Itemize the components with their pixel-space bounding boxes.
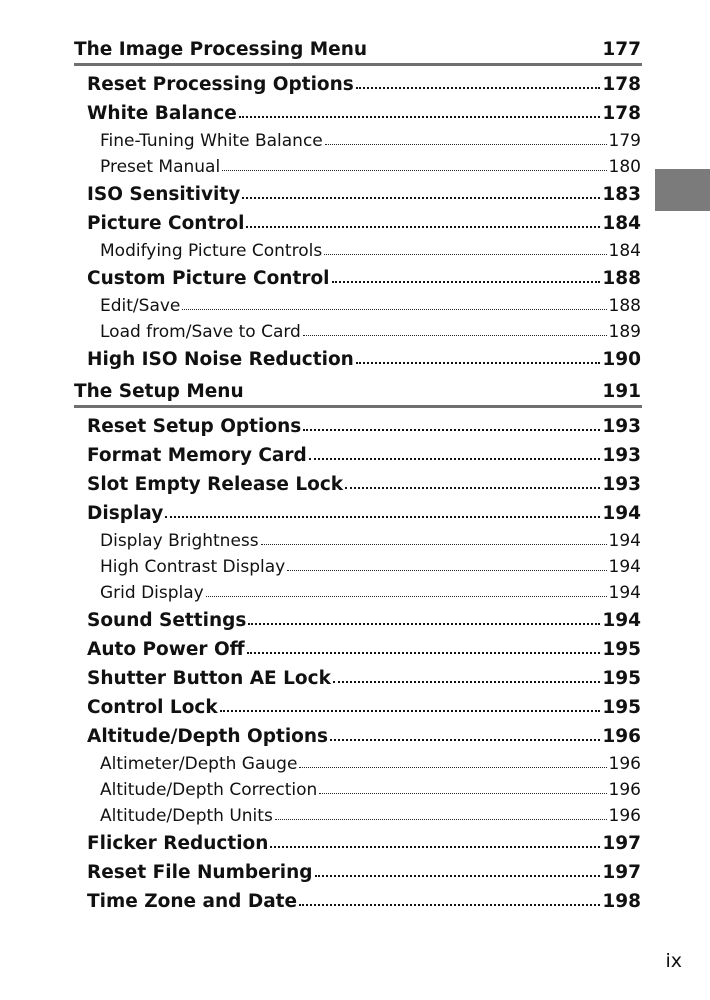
dot-leader: [356, 362, 601, 364]
entry-page-number: 178: [602, 103, 641, 124]
toc-section-setup-menu: [74, 378, 642, 916]
entry-page-number: 195: [602, 668, 641, 689]
entry-title: Altitude/Depth Units: [100, 806, 273, 826]
entry-title: Fine-Tuning White Balance: [100, 131, 323, 151]
dot-leader: [324, 254, 606, 255]
entry-page-number: 194: [602, 503, 641, 524]
toc-subentry[interactable]: [87, 293, 641, 319]
entry-title: High Contrast Display: [100, 557, 286, 577]
entry-title: Edit/Save: [100, 296, 181, 316]
entry-title: Modifying Picture Controls: [100, 241, 323, 261]
entry-title: ISO Sensitivity: [87, 184, 241, 205]
dot-leader: [275, 819, 607, 820]
toc-entry[interactable]: [87, 209, 641, 238]
entry-page-number: 180: [608, 157, 641, 177]
entry-title: Sound Settings: [87, 610, 247, 631]
entry-page-number: 196: [608, 780, 641, 800]
dot-leader: [220, 710, 601, 712]
entry-title: Altitude/Depth Correction: [100, 780, 318, 800]
page-folio: ix: [665, 950, 682, 972]
dot-leader: [222, 170, 606, 171]
entry-title: Format Memory Card: [87, 445, 307, 466]
entry-title: Grid Display: [100, 583, 204, 603]
entry-page-number: 193: [602, 474, 641, 495]
section-title: The Image Processing Menu: [74, 39, 368, 60]
toc-entry[interactable]: [87, 664, 641, 693]
dot-leader: [330, 739, 600, 741]
toc-entry-list: [87, 412, 641, 916]
entry-page-number: 184: [602, 213, 641, 234]
entry-page-number: 179: [608, 131, 641, 151]
entry-page-number: 196: [608, 806, 641, 826]
entry-title: High ISO Noise Reduction: [87, 349, 354, 370]
toc-subentry[interactable]: [87, 528, 641, 554]
dot-leader: [315, 875, 601, 877]
toc-entry[interactable]: [87, 722, 641, 751]
dot-leader: [248, 623, 600, 625]
entry-page-number: 195: [602, 697, 641, 718]
entry-title: Flicker Reduction: [87, 833, 269, 854]
entry-page-number: 197: [602, 833, 641, 854]
entry-page-number: 188: [608, 296, 641, 316]
entry-title: Display Brightness: [100, 531, 259, 551]
dot-leader: [332, 281, 601, 283]
entry-page-number: 183: [602, 184, 641, 205]
section-page-number: 191: [602, 381, 641, 402]
entry-page-number: 197: [602, 862, 641, 883]
entry-page-number: 198: [602, 891, 641, 912]
toc-entry[interactable]: [87, 99, 641, 128]
toc-entry[interactable]: [87, 829, 641, 858]
dot-leader: [319, 793, 606, 794]
toc-subentry[interactable]: [87, 554, 641, 580]
dot-leader: [239, 116, 601, 118]
toc-entry[interactable]: [87, 635, 641, 664]
dot-leader: [247, 652, 601, 654]
section-rule: [74, 405, 642, 408]
entry-title: Slot Empty Release Lock: [87, 474, 344, 495]
toc-entry-list: [87, 70, 641, 374]
dot-leader: [299, 767, 606, 768]
entry-page-number: 188: [602, 268, 641, 289]
dot-leader: [242, 197, 600, 199]
toc-entry[interactable]: [87, 441, 641, 470]
toc-subentry[interactable]: [87, 319, 641, 345]
toc-subentry[interactable]: [87, 751, 641, 777]
toc-entry[interactable]: [87, 499, 641, 528]
dot-leader: [246, 226, 600, 228]
entry-page-number: 193: [602, 416, 641, 437]
dot-leader: [303, 429, 600, 431]
section-header[interactable]: [74, 36, 642, 62]
section-page-number: 177: [602, 39, 641, 60]
dot-leader: [299, 904, 600, 906]
dot-leader: [303, 335, 607, 336]
dot-leader: [356, 87, 601, 89]
entry-title: Reset Setup Options: [87, 416, 302, 437]
dot-leader: [345, 487, 600, 489]
chapter-thumb-tab: [655, 169, 710, 211]
entry-title: Time Zone and Date: [87, 891, 298, 912]
toc-entry[interactable]: [87, 345, 641, 374]
toc-entry[interactable]: [87, 470, 641, 499]
entry-title: Display: [87, 503, 164, 524]
toc-subentry[interactable]: [87, 777, 641, 803]
entry-page-number: 194: [608, 531, 641, 551]
entry-title: Control Lock: [87, 697, 218, 718]
entry-title: White Balance: [87, 103, 237, 124]
entry-title: Custom Picture Control: [87, 268, 330, 289]
dot-leader: [165, 516, 600, 518]
entry-title: Reset File Numbering: [87, 862, 313, 883]
entry-page-number: 194: [602, 610, 641, 631]
dot-leader: [261, 544, 607, 545]
entry-title: Picture Control: [87, 213, 245, 234]
entry-page-number: 178: [602, 74, 641, 95]
toc-subentry[interactable]: [87, 803, 641, 829]
toc-entry[interactable]: [87, 264, 641, 293]
entry-page-number: 196: [608, 754, 641, 774]
section-title: The Setup Menu: [74, 381, 244, 402]
section-rule: [74, 63, 642, 66]
entry-page-number: 194: [608, 557, 641, 577]
toc-subentry[interactable]: [87, 580, 641, 606]
toc-entry[interactable]: [87, 412, 641, 441]
dot-leader: [182, 309, 606, 310]
entry-title: Altitude/Depth Options: [87, 726, 329, 747]
entry-title: Altimeter/Depth Gauge: [100, 754, 298, 774]
toc-entry[interactable]: [87, 858, 641, 887]
entry-title: Shutter Button AE Lock: [87, 668, 331, 689]
toc-entry[interactable]: [87, 693, 641, 722]
entry-page-number: 194: [608, 583, 641, 603]
toc-section-image-processing: [74, 36, 642, 374]
entry-page-number: 193: [602, 445, 641, 466]
dot-leader: [206, 596, 607, 597]
toc-subentry[interactable]: [87, 128, 641, 154]
dot-leader: [325, 144, 607, 145]
entry-page-number: 196: [602, 726, 641, 747]
dot-leader: [309, 458, 601, 460]
entry-page-number: 195: [602, 639, 641, 660]
dot-leader: [270, 846, 600, 848]
entry-page-number: 189: [608, 322, 641, 342]
toc-entry[interactable]: [87, 70, 641, 99]
toc-subentry[interactable]: [87, 238, 641, 264]
entry-title: Load from/Save to Card: [100, 322, 301, 342]
dot-leader: [287, 570, 606, 571]
toc-entry[interactable]: [87, 180, 641, 209]
toc-entry[interactable]: [87, 606, 641, 635]
entry-title: Preset Manual: [100, 157, 221, 177]
entry-page-number: 184: [608, 241, 641, 261]
entry-title: Reset Processing Options: [87, 74, 354, 95]
entry-page-number: 190: [602, 349, 641, 370]
toc-subentry[interactable]: [87, 154, 641, 180]
toc-entry[interactable]: [87, 887, 641, 916]
section-header[interactable]: [74, 378, 642, 404]
entry-title: Auto Power Off: [87, 639, 245, 660]
dot-leader: [333, 681, 600, 683]
